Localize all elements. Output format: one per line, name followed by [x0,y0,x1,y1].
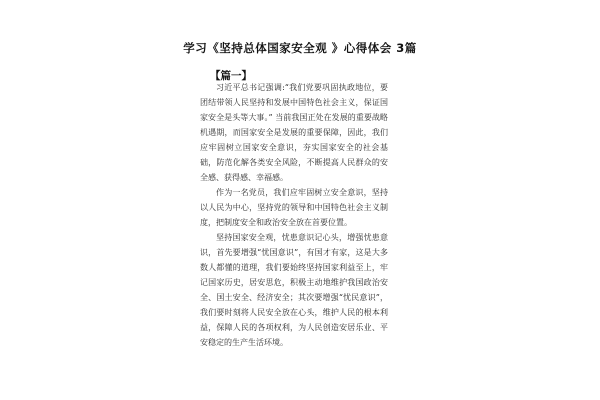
paragraph: 习近平总书记强调:“我们党要巩固执政地位，要团结带领人民坚持和发展中国特色社会主义，保证国家安全是头等大事。” 当前我国正处在发展的重要战略机遇期，而国家安全是发展的重要保障，因此，我们应牢固树立国家安全意识，夯实国家安全的社会基础，防范化解各类安全风险，不断提高人民群众的安全感、获得感、幸福感。 [200,83,388,182]
document-title: 学习《坚持总体国家安全观 》心得体会 3篇 [183,41,417,55]
document-body [200,80,388,350]
section-heading: 【篇一】 [210,70,252,82]
paragraph: 作为一名党员，我们应牢固树立安全意识，坚持以人民为中心，坚持党的领导和中国特色社会主义制度，把制度安全和政治安全放在首要位置。 [200,188,388,227]
paragraph: 坚持国家安全观，忧患意识记心头，增强忧患意识，首先要增强“忧国意识”，有国才有家，这是大多数人都懂的道理，我们要始终坚持国家利益至上，牢记国家历史，居安思危，积极主动地维护我国政治安全、国土安全、经济安全；其次要增强“忧民意识”，我们要时刻将人民安全放在心头，维护人民的根本利益，保障人民的各项权利，为人民创造安居乐业、平安稳定的生产生活环境。 [200,233,388,347]
